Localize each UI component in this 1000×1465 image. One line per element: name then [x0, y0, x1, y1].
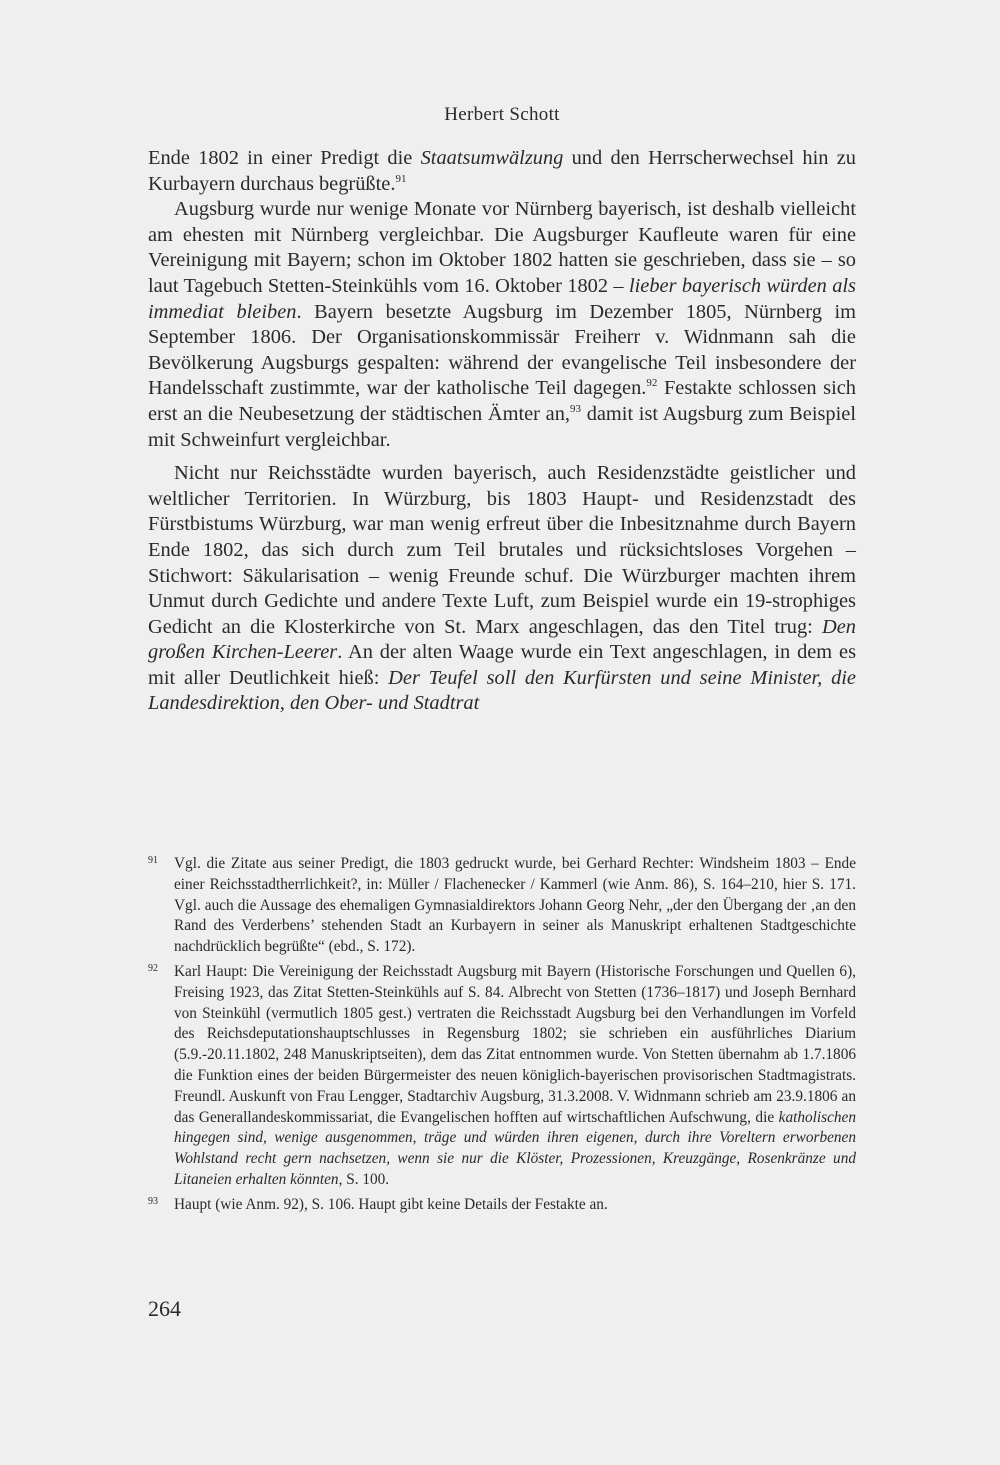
footnote-reference[interactable]: 91: [395, 172, 407, 185]
text-run: Ende 1802 in einer Predigt die: [148, 147, 421, 169]
text-run: Nicht nur Reichsstädte wurden bayerisch, auch Residenzstädte geistlicher und weltlicher Territorien. In Würzburg, bis 1803 Haupt- und Residenzstadt des Fürstbistums Würzburg, war man wenig erfreut über die Inbesitznahme durch Bayern Ende 1802, das sich durch zum Teil brutales und rücksichtsloses Vorgehen – Stichwort: Säkularisation – wenig Freunde schuf. Die Würzburger machten ihrem Unmut durch Gedichte und andere Texte Luft, zum Beispiel wurde ein 19-strophiges Gedicht an die Klosterkirche von St. Marx angeschlagen, das den Titel trug:: [148, 462, 856, 638]
page-number: 264: [148, 1296, 181, 1321]
text-run: damit ist Augsburg zum Beispiel mit Schweinfurt vergleichbar.: [148, 402, 857, 451]
text-run: Augsburg wurde nur wenige Monate vor Nürnberg bayerisch, ist deshalb vielleicht am ehesten mit Nürnberg vergleichbar. Die Augsburger Kaufleute waren für eine Vereinigung mit Bayern; schon im Oktober 1802 hatten sie geschrieben, dass sie – so laut Tagebuch Stetten-Steinkühls vom 16. Oktober 1802 –: [148, 198, 856, 297]
text-run: Festakte schlossen sich erst an die Neubesetzung der städtischen Ämter an,: [148, 377, 856, 425]
italic-text: lieber bayerisch würden als immediat bleiben: [148, 274, 856, 323]
main-text: [148, 146, 856, 717]
text-run: . An der alten Waage wurde ein Text angeschlagen, in dem es mit aller Deutlichkeit hieß:: [148, 641, 857, 689]
italic-text: Den großen Kirchen-Leerer: [148, 615, 856, 664]
text-run: Vgl. die Zitate aus seiner Predigt, die 1803 gedruckt wurde, bei Gerhard Rechter: Windsheim 1803 – Ende einer Reichsstadtherrlichkeit?, in: Müller / Flachenecker / Kammerl (wie Anm. 86), S. 164–210, hier S. 171. Vgl. auch die Aussage des ehemaligen Gymnasialdirektors Johann Georg Nehr, „der den Übergang der ‚an den Rand des Verderbens’ stehenden Stadt an Kurbayern in seiner als Manuskript erhaltenen Stadtgeschichte nachdrücklich begrüßte“ (ebd., S. 172).: [174, 855, 856, 956]
italic-text: katholischen hingegen sind, wenige ausgenommen, träge und würden ihren eigenen, durch ihre Voreltern erworbenen Wohlstand recht gern nachsetzen, wenn sie nur die Klöster, Prozessionen, Kreuzgänge, Rosenkränze und Litaneien erhalten könnten: [174, 1108, 856, 1188]
footnote: [148, 962, 856, 1191]
text-run: , S. 100.: [338, 1170, 390, 1188]
italic-text: Der Teufel soll den Kurfürsten und seine Minister, die Landesdirektion, den Ober- und Stadtrat: [148, 666, 856, 715]
footnote: [148, 854, 856, 958]
text-run: Karl Haupt: Die Vereinigung der Reichsstadt Augsburg mit Bayern (Historische Forschungen und Quellen 6), Freising 1923, das Zitat Stetten-Steinkühls auf S. 84. Albrecht von Stetten (1736–1817) und Joseph Bernhard von Steinkühl (vermutlich 1805 gest.) vertraten die Reichsstadt Augsburg bei den Verhandlungen im Vorfeld des Reichsdeputationshauptschlusses in Regensburg 1802; sie schrieben ein ausführliches Diarium (5.9.-20.11.1802, 248 Manuskriptseiten), dem das Zitat entnommen wurde. Von Stetten übernahm ab 1.7.1806 die Funktion eines der beiden Bürgermeister des neuen königlich-bayerischen provisorischen Stadtmagistrats. Freundl. Auskunft von Frau Lengger, Stadtarchiv Augsburg, 31.3.2008. V. Widnmann schrieb am 23.9.1806 an das Generallandeskommissariat, die Evangelischen hofften auf wirtschaftlichen Aufschwung, die: [174, 962, 856, 1126]
footnote-number: 91: [148, 855, 158, 866]
body-paragraph: [148, 146, 856, 197]
text-run: Haupt (wie Anm. 92), S. 106. Haupt gibt keine Details der Festakte an.: [174, 1195, 608, 1213]
footnote-number: 93: [148, 1195, 158, 1207]
footnote-number: 92: [148, 962, 158, 974]
body-paragraph: [148, 461, 856, 717]
footnote: [148, 1195, 856, 1216]
body-paragraph: [148, 197, 856, 453]
footnote-reference[interactable]: 92: [646, 377, 658, 390]
footnote-reference[interactable]: 93: [570, 402, 581, 415]
running-head: Herbert Schott: [444, 104, 560, 125]
text-run: und den Herrscherwechsel hin zu Kurbayern durchaus begrüßte.: [148, 147, 856, 195]
text-run: . Bayern besetzte Augsburg im Dezember 1805, Nürnberg im September 1806. Der Organisationskommissär Freiherr v. Widnmann sah die Bevölkerung Augsburgs gespalten: während der evangelische Teil insbesondere der Handelsschaft zustimmte, war der katholische Teil dagegen.: [148, 300, 856, 400]
italic-text: Staatsumwälzung: [420, 147, 564, 169]
footnotes: [148, 854, 856, 1220]
